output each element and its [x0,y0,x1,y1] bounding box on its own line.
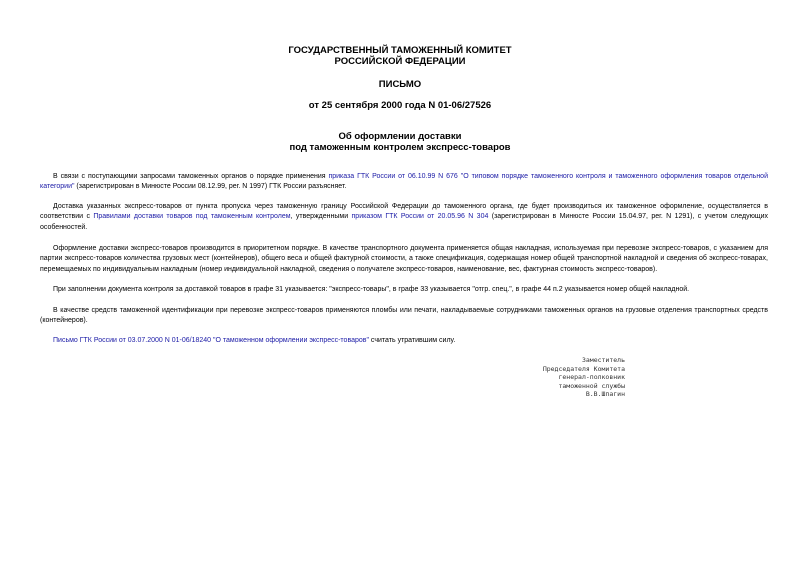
signature-rank-1: генерал-полковник [558,373,625,382]
paragraph-4: При заполнении документа контроля за доставкой товаров в графе 31 указывается: "экспресс-товары", в графе 33 указывается "отгр. спец.", в графе 44 п.2 указывается номер общей накладной. [53,286,690,293]
paragraph-3: Оформление доставки экспресс-товаров производится в приоритетном порядке. В качестве транспортного документа применяется общая накладная, используемая при перевозке экспресс-товаров, с указанием для партии экспресс-товаров количества грузовых мест (контейнеров), общего веса и общей фактурной стоимости, а также спецификация, содержащая номер общей транспортной накладной и сведения об экспресс-товарах, перемещаемых по индивидуальным накладным (номер индивидуальной накладной, сведения о получателе экспресс-товаров, наименование, вес, фактурная стоимость экспресс-товаров). [40,245,768,273]
order-676-link[interactable]: приказа ГТК России от 06.10.99 N 676 "О типовом порядке таможенного контроля и таможенного оформления товаров отдельной категории" [40,173,768,191]
document-date-number: от 25 сентября 2000 года N 01-06/27526 [308,100,492,111]
order-304-link[interactable]: приказом ГТК России от 20.05.96 N 304 [351,213,489,221]
issuing-organization [36,45,764,67]
paragraph-2-text-a: Доставка указанных экспресс-товаров от пункта пропуска через таможенную границу Российской Федерации до таможенного органа, где будет производиться их таможенное оформление, осуществляется в соответствии с [40,203,768,221]
paragraph-6-text: считать утратившим силу. [368,337,456,344]
subject-line-1: Об оформлении доставки [338,131,462,142]
paragraph-1-text-b: (зарегистрирован в Минюсте России 08.12.99, рег. N 1997) ГТК России разъясняет. [74,183,347,191]
paragraph-2-text-c: (зарегистрирован в Минюсте России 15.04.97, рег. N 1291), с учетом следующих особенностей. [40,213,768,231]
signature-title-1: Заместитель [581,356,625,364]
signature-name: В.В.Шпагин [585,390,625,399]
organization-line-2: РОССИЙСКОЙ ФЕДЕРАЦИИ [334,56,466,67]
document-subject [36,131,764,153]
organization-line-1: ГОСУДАРСТВЕННЫЙ ТАМОЖЕННЫЙ КОМИТЕТ [288,45,512,56]
document-page [40,0,768,571]
signature-rank-2: таможенной службы [558,381,625,390]
paragraph-6 [40,336,768,346]
document-type: ПИСЬМО [378,79,422,90]
paragraph-1-text-a: В связи с поступающими запросами таможенных органов о порядке применения [53,173,329,180]
delivery-rules-link[interactable]: Правилами доставки товаров под таможенным контролем [93,213,291,221]
subject-line-2: под таможенным контролем экспресс-товаров [289,142,511,153]
paragraph-1 [40,172,768,193]
paragraph-2-text-b: , утвержденными [290,213,352,221]
signature-title-2: Председателя Комитета [542,364,625,373]
signature-block [495,356,625,399]
letter-18240-link[interactable]: Письмо ГТК России от 03.07.2000 N 01-06/18240 "О таможенном оформлении экспресс-товаров" [53,337,369,344]
paragraph-5: В качестве средств таможенной идентификации при перевозке экспресс-товаров применяются пломбы или печати, накладываемые сотрудниками таможенных органов на грузовые отделения транспортных средств (контейнеров). [40,307,768,325]
paragraph-2 [40,202,768,233]
